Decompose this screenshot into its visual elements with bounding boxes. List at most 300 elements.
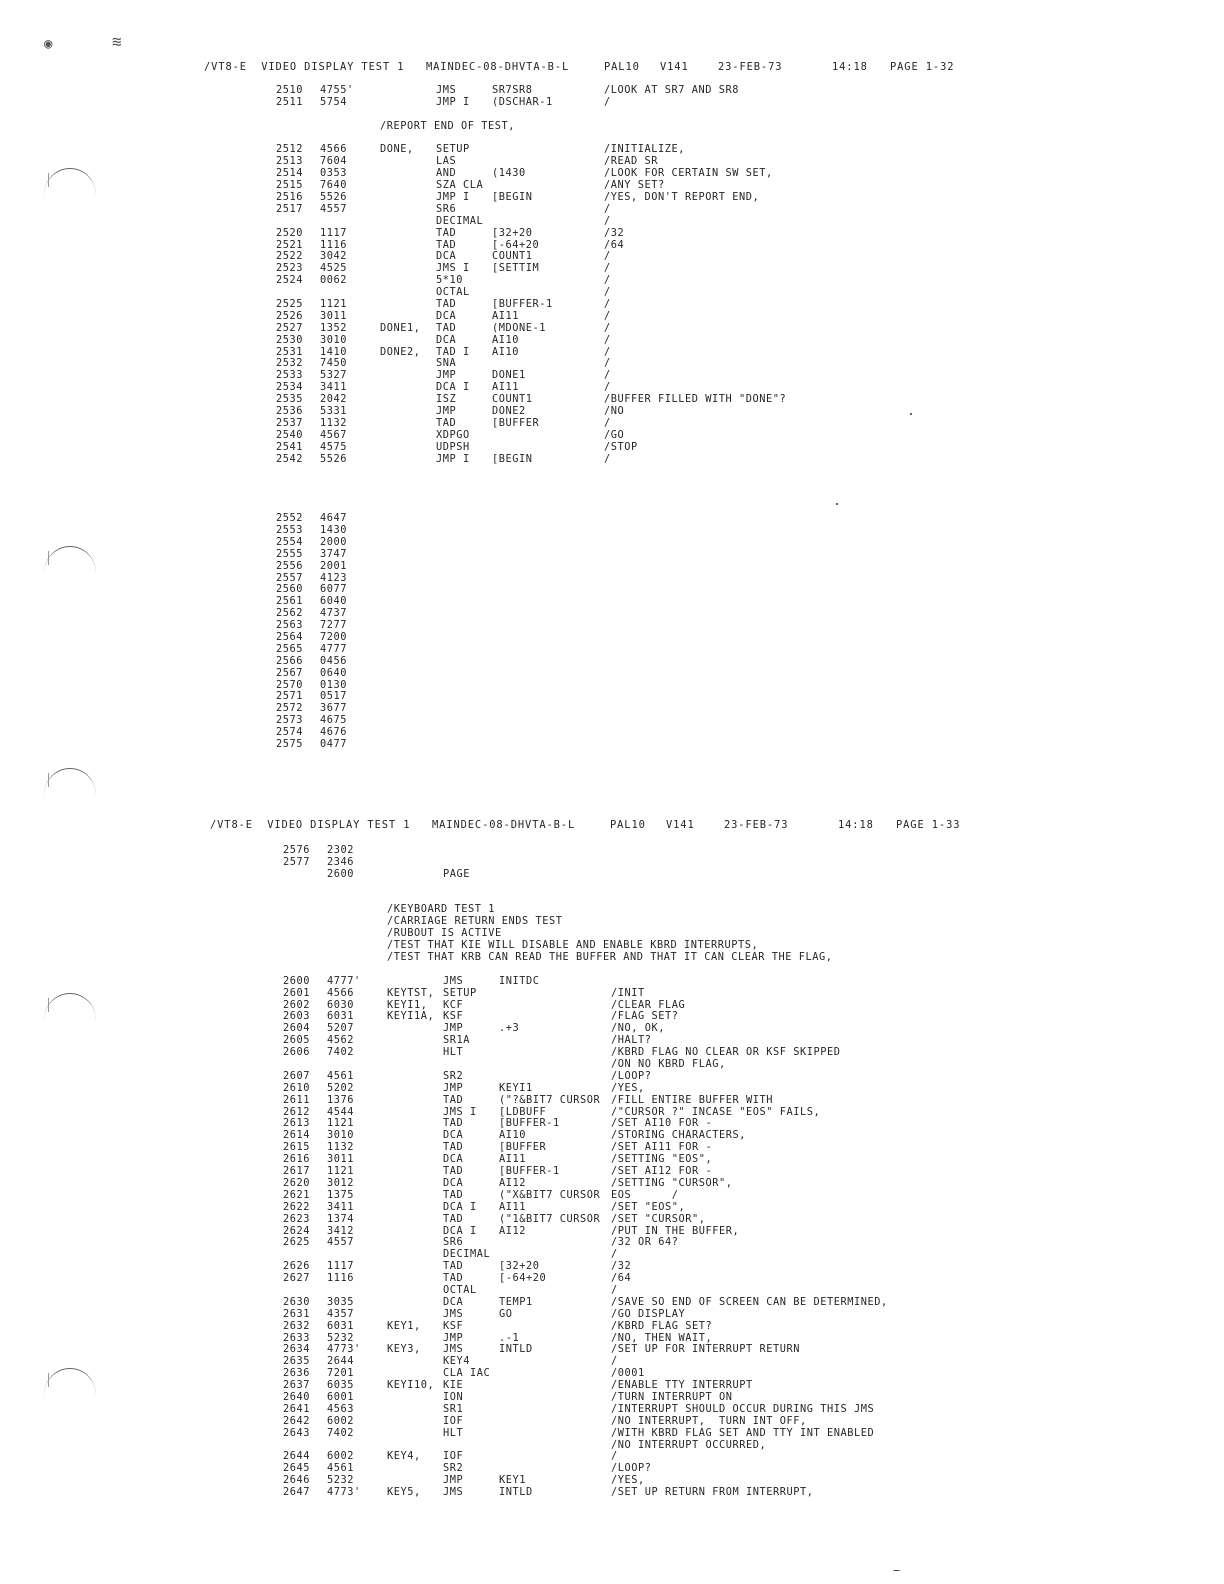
address-cell: 2635 <box>283 1355 310 1368</box>
comment-cell: EOS / <box>611 1188 679 1201</box>
octal-code-cell: 6002 <box>327 1414 354 1427</box>
address-cell: 2527 <box>276 321 303 334</box>
comment-cell: /32 OR 64? <box>611 1236 679 1249</box>
octal-code-cell: 2302 <box>327 844 354 856</box>
comment-cell: /YES, <box>611 1474 645 1487</box>
comment-cell: /STORING CHARACTERS, <box>611 1129 746 1142</box>
operand-cell: AI11 <box>492 309 519 322</box>
label-cell: KEYI1, <box>387 998 428 1011</box>
comment-cell: /STOP <box>604 440 638 453</box>
octal-code-cell: 3010 <box>327 1129 354 1142</box>
opcode-cell: HLT <box>443 1426 464 1439</box>
opcode-cell: JMS <box>443 1486 464 1499</box>
address-cell: 2557 <box>276 571 303 584</box>
address-cell: 2622 <box>283 1200 310 1213</box>
address-cell: 2566 <box>276 654 303 667</box>
address-cell: 2617 <box>283 1165 310 1178</box>
address-cell: 2537 <box>276 416 303 429</box>
address-cell: 2611 <box>283 1093 310 1106</box>
octal-code-cell: 1374 <box>327 1212 354 1225</box>
listing-time: 14:18 <box>838 819 874 831</box>
opcode-cell: TAD <box>443 1141 464 1154</box>
octal-code-cell: 6040 <box>320 595 347 608</box>
octal-code-cell: 4561 <box>327 1069 354 1082</box>
opcode-cell: TAD <box>436 416 457 429</box>
label-cell: KEYI1A, <box>387 1010 435 1023</box>
page-number: PAGE 1-33 <box>896 819 961 831</box>
octal-code-cell: 5754 <box>320 95 347 108</box>
octal-code-cell: 4566 <box>327 986 354 999</box>
comment-cell: /ENABLE TTY INTERRUPT <box>611 1379 753 1392</box>
address-cell: 2643 <box>283 1426 310 1439</box>
operand-cell: [BUFFER-1 <box>499 1117 560 1130</box>
label-cell: /CARRIAGE RETURN ENDS TEST <box>387 915 563 928</box>
octal-code-cell: 0477 <box>320 737 347 750</box>
address-cell: 2636 <box>283 1367 310 1380</box>
opcode-cell: IOF <box>443 1450 464 1463</box>
opcode-cell: DCA <box>436 333 457 346</box>
comment-cell: /READ SR <box>604 155 658 168</box>
opcode-cell: ION <box>443 1390 464 1403</box>
comment-cell: / <box>604 298 611 311</box>
octal-code-cell: 0517 <box>320 690 347 703</box>
comment-cell: / <box>604 95 611 108</box>
corner-scribble: ≋ <box>112 32 122 51</box>
comment-cell: /WITH KBRD FLAG SET AND TTY INT ENABLED <box>611 1426 875 1439</box>
program-title: /VT8-E VIDEO DISPLAY TEST 1 <box>210 819 411 831</box>
octal-code-cell: 7402 <box>327 1046 354 1059</box>
address-cell: 2633 <box>283 1331 310 1344</box>
octal-code-cell: 6035 <box>327 1379 354 1392</box>
address-cell: 2560 <box>276 583 303 596</box>
page-number: PAGE 1-32 <box>890 61 955 73</box>
comment-cell: / <box>604 416 611 429</box>
address-cell: 2602 <box>283 998 310 1011</box>
comment-cell: /INIT <box>611 986 645 999</box>
address-cell: 2511 <box>276 95 303 108</box>
opcode-cell: IOF <box>443 1414 464 1427</box>
listing-date: 23-FEB-73 <box>718 61 783 73</box>
comment-cell: /ON NO KBRD FLAG, <box>611 1058 726 1071</box>
opcode-cell: TAD <box>443 1165 464 1178</box>
opcode-cell: JMS <box>443 1307 464 1320</box>
octal-code-cell: 2644 <box>327 1355 354 1368</box>
comment-cell: /FLAG SET? <box>611 1010 679 1023</box>
operand-cell: (MDONE-1 <box>492 321 546 334</box>
comment-cell: / <box>611 1248 618 1261</box>
opcode-cell: SR6 <box>443 1236 464 1249</box>
comment-cell: /INTERRUPT SHOULD OCCUR DURING THIS JMS <box>611 1402 875 1415</box>
opcode-cell: SR2 <box>443 1462 464 1475</box>
label-cell: KEY4, <box>387 1450 421 1463</box>
binder-hole <box>44 768 96 795</box>
operand-cell: TEMP1 <box>499 1295 533 1308</box>
address-cell: 2512 <box>276 143 303 156</box>
comment-cell: /LOOK AT SR7 AND SR8 <box>604 84 739 96</box>
comment-cell: /0001 <box>611 1367 645 1380</box>
label-cell: /RUBOUT IS ACTIVE <box>387 927 502 940</box>
comment-cell: / <box>611 1450 618 1463</box>
comment-cell: /SETTING "EOS", <box>611 1153 713 1166</box>
comment-cell: /SAVE SO END OF SCREEN CAN BE DETERMINED, <box>611 1295 888 1308</box>
address-cell: 2571 <box>276 690 303 703</box>
operand-cell: [32+20 <box>499 1260 540 1273</box>
operand-cell: [BEGIN <box>492 452 533 465</box>
octal-code-cell: 4675 <box>320 714 347 727</box>
comment-cell: /LOOK FOR CERTAIN SW SET, <box>604 167 773 180</box>
operand-cell: (DSCHAR-1 <box>492 95 553 108</box>
octal-code-cell: 4544 <box>327 1105 354 1118</box>
opcode-cell: KIE <box>443 1379 464 1392</box>
comment-cell: /SET UP RETURN FROM INTERRUPT, <box>611 1486 814 1499</box>
octal-code-cell: 6031 <box>327 1010 354 1023</box>
address-cell: 2517 <box>276 202 303 215</box>
opcode-cell: TAD <box>436 321 457 334</box>
address-cell: 2524 <box>276 274 303 287</box>
octal-code-cell: 4737 <box>320 607 347 620</box>
label-cell: KEYTST, <box>387 986 435 999</box>
comment-cell: /SET "CURSOR", <box>611 1212 706 1225</box>
octal-code-cell: 6002 <box>327 1450 354 1463</box>
opcode-cell: JMP <box>443 1081 464 1094</box>
address-cell: 2542 <box>276 452 303 465</box>
operand-cell: SR7SR8 <box>492 84 533 96</box>
operand-cell: AI12 <box>499 1224 526 1237</box>
address-cell: 2552 <box>276 512 303 525</box>
comment-cell: /CLEAR FLAG <box>611 998 686 1011</box>
operand-cell: [BUFFER <box>492 416 540 429</box>
operand-cell: ("?&BIT7 CURSOR <box>499 1093 601 1106</box>
opcode-cell: SR1A <box>443 1034 470 1047</box>
listing-date: 23-FEB-73 <box>724 819 789 831</box>
comment-cell: / <box>604 274 611 287</box>
octal-code-cell: 4566 <box>320 143 347 156</box>
opcode-cell: DCA <box>443 1176 464 1189</box>
comment-cell: / <box>604 369 611 382</box>
opcode-cell: JMS <box>443 974 464 987</box>
operand-cell: COUNT1 <box>492 250 533 263</box>
address-cell: 2606 <box>283 1046 310 1059</box>
opcode-cell: TAD <box>436 238 457 251</box>
opcode-cell: HLT <box>443 1046 464 1059</box>
opcode-cell: SR1 <box>443 1402 464 1415</box>
address-cell: 2572 <box>276 702 303 715</box>
octal-code-cell: 1116 <box>320 238 347 251</box>
operand-cell: KEY1 <box>499 1474 526 1487</box>
address-cell: 2603 <box>283 1010 310 1023</box>
octal-code-cell: 4647 <box>320 512 347 525</box>
octal-code-cell: 5526 <box>320 191 347 204</box>
comment-cell: /INITIALIZE, <box>604 143 685 156</box>
comment-cell: / <box>604 452 611 465</box>
address-cell: 2640 <box>283 1390 310 1403</box>
address-cell: 2564 <box>276 630 303 643</box>
octal-code-cell: 5207 <box>327 1022 354 1035</box>
opcode-cell: DCA <box>443 1295 464 1308</box>
comment-cell: / <box>604 250 611 263</box>
opcode-cell: JMP I <box>436 452 470 465</box>
opcode-cell: SR6 <box>436 202 457 215</box>
octal-code-cell: 3010 <box>320 333 347 346</box>
octal-code-cell: 5526 <box>320 452 347 465</box>
comment-cell: /64 <box>611 1272 632 1285</box>
octal-code-cell: 7604 <box>320 155 347 168</box>
octal-code-cell: 1121 <box>327 1117 354 1130</box>
operand-cell: [32+20 <box>492 226 533 239</box>
comment-cell: / <box>604 202 611 215</box>
comment-cell: /ANY SET? <box>604 179 665 192</box>
address-cell: 2646 <box>283 1474 310 1487</box>
opcode-cell: JMP <box>443 1331 464 1344</box>
address-cell: 2556 <box>276 559 303 572</box>
address-cell: 2525 <box>276 298 303 311</box>
opcode-cell: DCA I <box>443 1200 477 1213</box>
address-cell: 2532 <box>276 357 303 370</box>
operand-cell: [LDBUFF <box>499 1105 547 1118</box>
octal-code-cell: 1376 <box>327 1093 354 1106</box>
address-cell: 2610 <box>283 1081 310 1094</box>
binder-hole <box>44 1368 96 1395</box>
octal-code-cell: 4575 <box>320 440 347 453</box>
operand-cell: [-64+20 <box>492 238 540 251</box>
address-cell: 2607 <box>283 1069 310 1082</box>
address-cell: 2621 <box>283 1188 310 1201</box>
octal-code-cell: 3042 <box>320 250 347 263</box>
address-cell: 2630 <box>283 1295 310 1308</box>
comment-cell: /"CURSOR ?" INCASE "EOS" FAILS, <box>611 1105 821 1118</box>
opcode-cell: SETUP <box>443 986 477 999</box>
octal-code-cell: 2001 <box>320 559 347 572</box>
operand-cell: [BUFFER-1 <box>499 1165 560 1178</box>
opcode-cell: DCA <box>436 309 457 322</box>
speck <box>910 413 912 415</box>
label-cell: KEY3, <box>387 1343 421 1356</box>
label-cell: /REPORT END OF TEST, <box>380 119 515 132</box>
octal-code-cell: 7200 <box>320 630 347 643</box>
opcode-cell: TAD <box>443 1260 464 1273</box>
octal-code-cell: 4777' <box>327 974 361 987</box>
address-cell: 2614 <box>283 1129 310 1142</box>
opcode-cell: TAD <box>443 1188 464 1201</box>
octal-code-cell: 1375 <box>327 1188 354 1201</box>
address-cell: 2526 <box>276 309 303 322</box>
operand-cell: .+3 <box>499 1022 520 1035</box>
octal-code-cell: 3411 <box>320 381 347 394</box>
label-cell: KEY1, <box>387 1319 421 1332</box>
opcode-cell: SR2 <box>443 1069 464 1082</box>
operand-cell: AI10 <box>499 1129 526 1142</box>
operand-cell: DONE2 <box>492 405 526 418</box>
speck <box>893 1570 900 1571</box>
opcode-cell: OCTAL <box>443 1283 477 1296</box>
operand-cell: [BUFFER <box>499 1141 547 1154</box>
address-cell: 2534 <box>276 381 303 394</box>
octal-code-cell: 1430 <box>320 523 347 536</box>
octal-code-cell: 1410 <box>320 345 347 358</box>
opcode-cell: SNA <box>436 357 457 370</box>
operand-cell: KEYI1 <box>499 1081 533 1094</box>
opcode-cell: KEY4 <box>443 1355 470 1368</box>
octal-code-cell: 4755' <box>320 84 354 96</box>
address-cell: 2510 <box>276 84 303 96</box>
octal-code-cell: 0456 <box>320 654 347 667</box>
opcode-cell: XDPGO <box>436 428 470 441</box>
comment-cell: / <box>611 1283 618 1296</box>
opcode-cell: TAD <box>436 298 457 311</box>
address-cell: 2513 <box>276 155 303 168</box>
address-cell: 2613 <box>283 1117 310 1130</box>
octal-code-cell: 1132 <box>327 1141 354 1154</box>
comment-cell: /SETTING "CURSOR", <box>611 1176 733 1189</box>
opcode-cell: DCA I <box>436 381 470 394</box>
opcode-cell: TAD <box>436 226 457 239</box>
address-cell: 2623 <box>283 1212 310 1225</box>
octal-code-cell: 1352 <box>320 321 347 334</box>
page-header <box>204 61 1004 75</box>
program-title: /VT8-E VIDEO DISPLAY TEST 1 <box>204 61 405 73</box>
operand-cell: [BUFFER-1 <box>492 298 553 311</box>
opcode-cell: JMP I <box>436 191 470 204</box>
label-cell: /KEYBOARD TEST 1 <box>387 903 495 916</box>
comment-cell: /NO INTERRUPT OCCURRED, <box>611 1438 767 1451</box>
address-cell: 2555 <box>276 547 303 560</box>
address-cell: 2554 <box>276 535 303 548</box>
address-cell: 2634 <box>283 1343 310 1356</box>
label-cell: /TEST THAT KRB CAN READ THE BUFFER AND THAT IT CAN CLEAR THE FLAG, <box>387 951 833 964</box>
address-cell: 2577 <box>283 855 310 868</box>
address-cell: 2632 <box>283 1319 310 1332</box>
octal-code-cell: 3747 <box>320 547 347 560</box>
comment-cell: /YES, <box>611 1081 645 1094</box>
corner-mark: ◉ <box>44 36 53 52</box>
address-cell: 2612 <box>283 1105 310 1118</box>
octal-code-cell: 4557 <box>320 202 347 215</box>
address-cell: 2631 <box>283 1307 310 1320</box>
comment-cell: /SET AI12 FOR - <box>611 1165 713 1178</box>
address-cell: 2522 <box>276 250 303 263</box>
octal-code-cell: 5331 <box>320 405 347 418</box>
comment-cell: /FILL ENTIRE BUFFER WITH <box>611 1093 773 1106</box>
address-cell: 2576 <box>283 844 310 856</box>
operand-cell: AI11 <box>499 1153 526 1166</box>
octal-code-cell: 5232 <box>327 1474 354 1487</box>
opcode-cell: KSF <box>443 1010 464 1023</box>
address-cell: 2620 <box>283 1176 310 1189</box>
opcode-cell: TAD <box>443 1272 464 1285</box>
octal-code-cell: 3677 <box>320 702 347 715</box>
comment-cell: /SET "EOS", <box>611 1200 686 1213</box>
octal-code-cell: 4123 <box>320 571 347 584</box>
address-cell: 2531 <box>276 345 303 358</box>
address-cell: 2540 <box>276 428 303 441</box>
octal-code-cell: 6031 <box>327 1319 354 1332</box>
address-cell: 2520 <box>276 226 303 239</box>
octal-code-cell: 3011 <box>320 309 347 322</box>
comment-cell: /NO <box>604 405 625 418</box>
speck <box>836 503 838 505</box>
operand-cell: DONE1 <box>492 369 526 382</box>
octal-code-cell: 1121 <box>320 298 347 311</box>
address-cell: 2573 <box>276 714 303 727</box>
label-cell: KEYI10, <box>387 1379 435 1392</box>
operand-cell: ("1&BIT7 CURSOR <box>499 1212 601 1225</box>
opcode-cell: OCTAL <box>436 286 470 299</box>
operand-cell: AI10 <box>492 333 519 346</box>
opcode-cell: JMS I <box>443 1105 477 1118</box>
address-cell: 2642 <box>283 1414 310 1427</box>
operand-cell: (1430 <box>492 167 526 180</box>
operand-cell: AI10 <box>492 345 519 358</box>
address-cell: 2626 <box>283 1260 310 1273</box>
operand-cell: INTLD <box>499 1486 533 1499</box>
address-cell: 2530 <box>276 333 303 346</box>
octal-code-cell: 4777 <box>320 642 347 655</box>
octal-code-cell: 1117 <box>320 226 347 239</box>
address-cell: 2615 <box>283 1141 310 1154</box>
opcode-cell: JMP I <box>436 95 470 108</box>
assembler-name: PAL10 <box>610 819 646 831</box>
octal-code-cell: 3412 <box>327 1224 354 1237</box>
comment-cell: / <box>604 381 611 394</box>
opcode-cell: ISZ <box>436 393 457 406</box>
octal-code-cell: 4567 <box>320 428 347 441</box>
opcode-cell: JMS <box>436 84 457 96</box>
octal-code-cell: 2600 <box>327 867 354 880</box>
octal-code-cell: 7277 <box>320 619 347 632</box>
address-cell: 2600 <box>283 974 310 987</box>
comment-cell: / <box>604 262 611 275</box>
octal-code-cell: 7402 <box>327 1426 354 1439</box>
octal-code-cell: 4561 <box>327 1462 354 1475</box>
octal-code-cell: 6030 <box>327 998 354 1011</box>
address-cell: 2575 <box>276 737 303 750</box>
address-cell: 2625 <box>283 1236 310 1249</box>
opcode-cell: KCF <box>443 998 464 1011</box>
octal-code-cell: 4773' <box>327 1486 361 1499</box>
octal-code-cell: 6001 <box>327 1390 354 1403</box>
comment-cell: /SET AI11 FOR - <box>611 1141 713 1154</box>
opcode-cell: TAD I <box>436 345 470 358</box>
page-header <box>210 819 1010 833</box>
octal-code-cell: 0062 <box>320 274 347 287</box>
opcode-cell: SETUP <box>436 143 470 156</box>
octal-code-cell: 7640 <box>320 179 347 192</box>
octal-code-cell: 3012 <box>327 1176 354 1189</box>
comment-cell: / <box>604 333 611 346</box>
opcode-cell: LAS <box>436 155 457 168</box>
operand-cell: .-1 <box>499 1331 520 1344</box>
octal-code-cell: 3011 <box>327 1153 354 1166</box>
comment-cell: /HALT? <box>611 1034 652 1047</box>
octal-code-cell: 5327 <box>320 369 347 382</box>
operand-cell: GO <box>499 1307 513 1320</box>
address-cell: 2574 <box>276 726 303 739</box>
address-cell: 2533 <box>276 369 303 382</box>
address-cell: 2605 <box>283 1034 310 1047</box>
label-cell: DONE1, <box>380 321 421 334</box>
binder-hole <box>44 546 96 573</box>
octal-code-cell: 0130 <box>320 678 347 691</box>
comment-cell: /KBRD FLAG SET? <box>611 1319 713 1332</box>
operand-cell: [SETTIM <box>492 262 540 275</box>
address-cell: 2627 <box>283 1272 310 1285</box>
comment-cell: / <box>604 321 611 334</box>
comment-cell: / <box>611 1355 618 1368</box>
opcode-cell: JMS <box>443 1343 464 1356</box>
opcode-cell: DCA <box>443 1129 464 1142</box>
address-cell: 2523 <box>276 262 303 275</box>
opcode-cell: DECIMAL <box>443 1248 491 1261</box>
